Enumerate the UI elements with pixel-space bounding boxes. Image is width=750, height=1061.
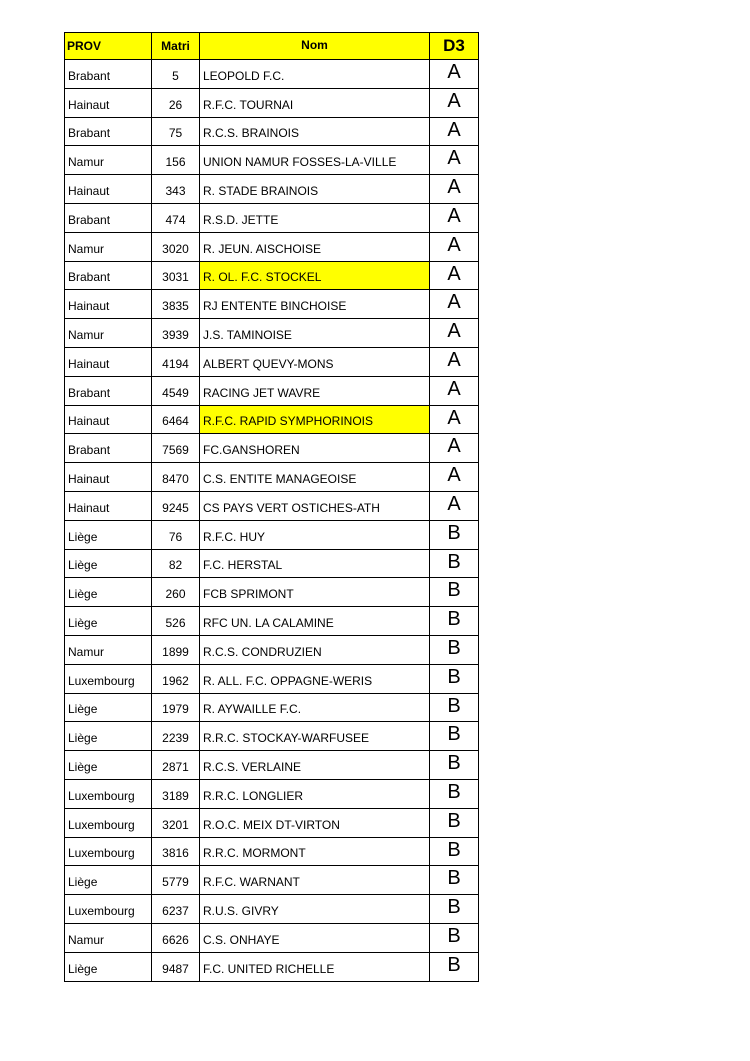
- prov-cell: Brabant: [65, 261, 152, 290]
- table-row: [65, 376, 479, 405]
- d3-cell: B: [430, 520, 479, 549]
- table-row: [65, 520, 479, 549]
- prov-cell: Hainaut: [65, 405, 152, 434]
- nom-cell: CS PAYS VERT OSTICHES-ATH: [200, 491, 430, 520]
- matri-cell: 3939: [152, 319, 200, 348]
- prov-cell: Liège: [65, 607, 152, 636]
- matri-cell: 3020: [152, 232, 200, 261]
- nom-cell: FC.GANSHOREN: [200, 434, 430, 463]
- table-row: [65, 635, 479, 664]
- table-row: [65, 175, 479, 204]
- table-row: [65, 866, 479, 895]
- nom-cell: C.S. ENTITE MANAGEOISE: [200, 463, 430, 492]
- nom-cell: R.C.S. BRAINOIS: [200, 117, 430, 146]
- nom-cell: FCB SPRIMONT: [200, 578, 430, 607]
- d3-cell: B: [430, 722, 479, 751]
- d3-cell: A: [430, 60, 479, 89]
- matri-cell: 7569: [152, 434, 200, 463]
- nom-cell: R. JEUN. AISCHOISE: [200, 232, 430, 261]
- matri-cell: 156: [152, 146, 200, 175]
- prov-cell: Liège: [65, 751, 152, 780]
- d3-cell: A: [430, 146, 479, 175]
- prov-cell: Liège: [65, 578, 152, 607]
- prov-cell: Luxembourg: [65, 837, 152, 866]
- nom-cell: C.S. ONHAYE: [200, 923, 430, 952]
- nom-cell: LEOPOLD F.C.: [200, 60, 430, 89]
- matri-cell: 1962: [152, 664, 200, 693]
- matri-cell: 3201: [152, 808, 200, 837]
- d3-cell: A: [430, 434, 479, 463]
- d3-cell: A: [430, 463, 479, 492]
- prov-cell: Namur: [65, 635, 152, 664]
- prov-cell: Hainaut: [65, 463, 152, 492]
- table-row: [65, 952, 479, 981]
- d3-cell: B: [430, 664, 479, 693]
- matri-cell: 4549: [152, 376, 200, 405]
- prov-cell: Namur: [65, 923, 152, 952]
- table-row: [65, 434, 479, 463]
- d3-cell: B: [430, 693, 479, 722]
- matri-cell: 1979: [152, 693, 200, 722]
- d3-cell: B: [430, 952, 479, 981]
- prov-cell: Hainaut: [65, 290, 152, 319]
- nom-cell: ALBERT QUEVY-MONS: [200, 347, 430, 376]
- d3-cell: B: [430, 895, 479, 924]
- d3-cell: A: [430, 405, 479, 434]
- nom-cell: RJ ENTENTE BINCHOISE: [200, 290, 430, 319]
- prov-cell: Brabant: [65, 117, 152, 146]
- table-row: [65, 837, 479, 866]
- prov-cell: Luxembourg: [65, 895, 152, 924]
- prov-cell: Liège: [65, 549, 152, 578]
- d3-cell: A: [430, 376, 479, 405]
- table-row: [65, 779, 479, 808]
- nom-cell: R. AYWAILLE F.C.: [200, 693, 430, 722]
- nom-cell: R. STADE BRAINOIS: [200, 175, 430, 204]
- table-row: [65, 347, 479, 376]
- prov-cell: Liège: [65, 520, 152, 549]
- nom-cell: F.C. HERSTAL: [200, 549, 430, 578]
- d3-cell: B: [430, 549, 479, 578]
- table-row: [65, 146, 479, 175]
- matri-cell: 82: [152, 549, 200, 578]
- prov-cell: Luxembourg: [65, 808, 152, 837]
- d3-cell: B: [430, 578, 479, 607]
- prov-cell: Luxembourg: [65, 779, 152, 808]
- prov-cell: Namur: [65, 146, 152, 175]
- matri-cell: 76: [152, 520, 200, 549]
- d3-cell: A: [430, 347, 479, 376]
- matri-cell: 260: [152, 578, 200, 607]
- matri-cell: 6237: [152, 895, 200, 924]
- table-row: [65, 491, 479, 520]
- matri-cell: 75: [152, 117, 200, 146]
- table-row: [65, 923, 479, 952]
- d3-cell: A: [430, 261, 479, 290]
- d3-cell: B: [430, 837, 479, 866]
- d3-cell: B: [430, 808, 479, 837]
- d3-cell: A: [430, 175, 479, 204]
- table-row: [65, 607, 479, 636]
- table-row: [65, 117, 479, 146]
- header-matri: Matri: [152, 33, 200, 60]
- matri-cell: 2871: [152, 751, 200, 780]
- matri-cell: 3189: [152, 779, 200, 808]
- prov-cell: Namur: [65, 319, 152, 348]
- d3-cell: B: [430, 607, 479, 636]
- prov-cell: Namur: [65, 232, 152, 261]
- matri-cell: 3835: [152, 290, 200, 319]
- nom-cell: R.R.C. LONGLIER: [200, 779, 430, 808]
- matri-cell: 1899: [152, 635, 200, 664]
- matri-cell: 3031: [152, 261, 200, 290]
- matri-cell: 6464: [152, 405, 200, 434]
- prov-cell: Liège: [65, 866, 152, 895]
- table-row: [65, 463, 479, 492]
- d3-cell: B: [430, 779, 479, 808]
- nom-cell: RACING JET WAVRE: [200, 376, 430, 405]
- header-prov: PROV: [65, 33, 152, 60]
- table-row: [65, 549, 479, 578]
- matri-cell: 526: [152, 607, 200, 636]
- matri-cell: 3816: [152, 837, 200, 866]
- matri-cell: 474: [152, 203, 200, 232]
- nom-cell: R.F.C. HUY: [200, 520, 430, 549]
- clubs-table: [64, 32, 479, 982]
- table-row: [65, 722, 479, 751]
- nom-cell: R.R.C. MORMONT: [200, 837, 430, 866]
- prov-cell: Hainaut: [65, 491, 152, 520]
- nom-cell: R.U.S. GIVRY: [200, 895, 430, 924]
- nom-cell: R.F.C. TOURNAI: [200, 88, 430, 117]
- matri-cell: 343: [152, 175, 200, 204]
- matri-cell: 9245: [152, 491, 200, 520]
- header-d3: D3: [430, 33, 479, 60]
- matri-cell: 5779: [152, 866, 200, 895]
- table-row: [65, 261, 479, 290]
- d3-cell: A: [430, 88, 479, 117]
- nom-cell: R.F.C. WARNANT: [200, 866, 430, 895]
- header-nom: Nom: [200, 33, 430, 60]
- nom-cell: R.R.C. STOCKAY-WARFUSEE: [200, 722, 430, 751]
- d3-cell: B: [430, 866, 479, 895]
- nom-cell: RFC UN. LA CALAMINE: [200, 607, 430, 636]
- d3-cell: B: [430, 923, 479, 952]
- matri-cell: 6626: [152, 923, 200, 952]
- prov-cell: Luxembourg: [65, 664, 152, 693]
- table-body: [65, 60, 479, 982]
- table-row: [65, 808, 479, 837]
- nom-cell: R. OL. F.C. STOCKEL: [200, 261, 430, 290]
- table-row: [65, 751, 479, 780]
- prov-cell: Hainaut: [65, 347, 152, 376]
- d3-cell: A: [430, 290, 479, 319]
- matri-cell: 2239: [152, 722, 200, 751]
- nom-cell: R. ALL. F.C. OPPAGNE-WERIS: [200, 664, 430, 693]
- table-row: [65, 203, 479, 232]
- nom-cell: R.C.S. VERLAINE: [200, 751, 430, 780]
- table-row: [65, 664, 479, 693]
- nom-cell: UNION NAMUR FOSSES-LA-VILLE: [200, 146, 430, 175]
- matri-cell: 8470: [152, 463, 200, 492]
- prov-cell: Liège: [65, 722, 152, 751]
- d3-cell: B: [430, 751, 479, 780]
- table-row: [65, 60, 479, 89]
- table-row: [65, 88, 479, 117]
- table-row: [65, 232, 479, 261]
- nom-cell: R.S.D. JETTE: [200, 203, 430, 232]
- prov-cell: Brabant: [65, 376, 152, 405]
- prov-cell: Brabant: [65, 203, 152, 232]
- d3-cell: A: [430, 232, 479, 261]
- prov-cell: Liège: [65, 952, 152, 981]
- table-row: [65, 693, 479, 722]
- nom-cell: F.C. UNITED RICHELLE: [200, 952, 430, 981]
- matri-cell: 9487: [152, 952, 200, 981]
- matri-cell: 26: [152, 88, 200, 117]
- d3-cell: A: [430, 319, 479, 348]
- d3-cell: A: [430, 117, 479, 146]
- matri-cell: 4194: [152, 347, 200, 376]
- prov-cell: Brabant: [65, 60, 152, 89]
- nom-cell: R.O.C. MEIX DT-VIRTON: [200, 808, 430, 837]
- prov-cell: Hainaut: [65, 88, 152, 117]
- matri-cell: 5: [152, 60, 200, 89]
- header-row: [65, 33, 479, 60]
- table-row: [65, 319, 479, 348]
- prov-cell: Brabant: [65, 434, 152, 463]
- nom-cell: J.S. TAMINOISE: [200, 319, 430, 348]
- nom-cell: R.F.C. RAPID SYMPHORINOIS: [200, 405, 430, 434]
- table-row: [65, 895, 479, 924]
- nom-cell: R.C.S. CONDRUZIEN: [200, 635, 430, 664]
- table-row: [65, 578, 479, 607]
- prov-cell: Hainaut: [65, 175, 152, 204]
- prov-cell: Liège: [65, 693, 152, 722]
- d3-cell: B: [430, 635, 479, 664]
- table-row: [65, 290, 479, 319]
- d3-cell: A: [430, 203, 479, 232]
- table-row: [65, 405, 479, 434]
- d3-cell: A: [430, 491, 479, 520]
